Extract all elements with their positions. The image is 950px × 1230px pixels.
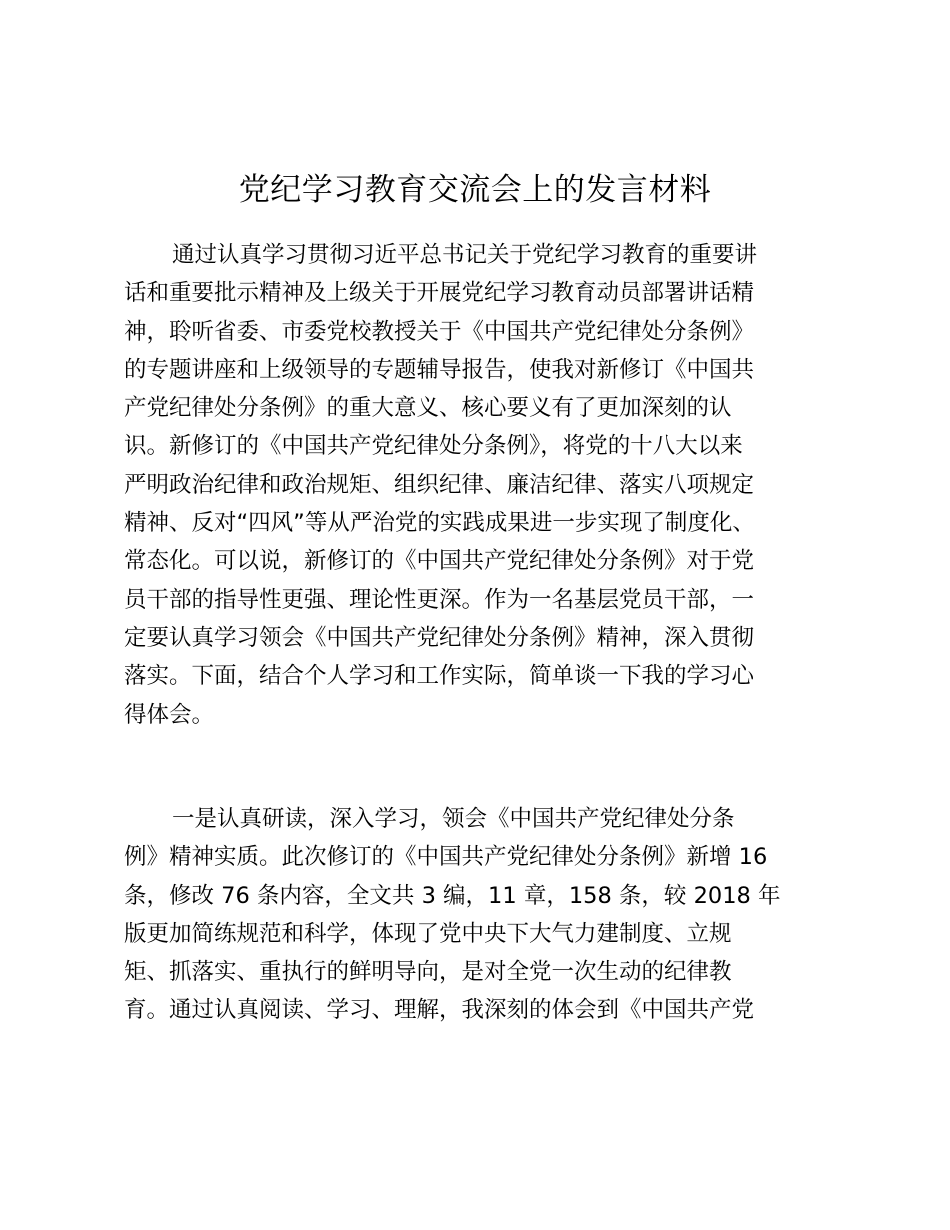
text-line: 精神、反对“四风”等从严治党的实践成果进一步实现了制度化、: [124, 510, 755, 537]
text-line: 条，修改 76 条内容，全文共 3 编，11 章，158 条，较 2018 年: [124, 882, 781, 909]
text-line: 常态化。可以说，新修订的《中国共产党纪律处分条例》对于党: [124, 548, 755, 575]
text-line: 定要认真学习领会《中国共产党纪律处分条例》精神，深入贯彻: [124, 624, 755, 651]
paragraph-point-one: [124, 800, 844, 1030]
document-title: 党纪学习教育交流会上的发言材料: [238, 172, 712, 208]
text-line: 版更加简练规范和科学，体现了党中央下大气力建制度、立规: [124, 920, 732, 947]
text-line: 育。通过认真阅读、学习、理解，我深刻的体会到《中国共产党: [124, 997, 755, 1024]
text-line: 严明政治纪律和政治规矩、组织纪律、廉洁纪律、落实八项规定: [124, 471, 755, 498]
text-line: 神，聆听省委、市委党校教授关于《中国共产党纪律处分条例》: [124, 318, 755, 345]
text-line: 的专题讲座和上级领导的专题辅导报告，使我对新修订《中国共: [124, 356, 755, 383]
text-line: 落实。下面，结合个人学习和工作实际，简单谈一下我的学习心: [124, 663, 755, 690]
text-line: 一是认真研读，深入学习，领会《中国共产党纪律处分条: [172, 806, 735, 832]
text-line: 通过认真学习贯彻习近平总书记关于党纪学习教育的重要讲: [172, 242, 758, 268]
paragraph-intro: [124, 236, 844, 734]
text-line: 矩、抓落实、重执行的鲜明导向，是对全党一次生动的纪律教: [124, 959, 732, 986]
text-line: 例》精神实质。此次修订的《中国共产党纪律处分条例》新增 16: [124, 844, 768, 871]
text-line: 识。新修订的《中国共产党纪律处分条例》，将党的十八大以来: [124, 433, 743, 460]
text-line: 产党纪律处分条例》的重大意义、核心要义有了更加深刻的认: [124, 395, 732, 422]
text-line: 员干部的指导性更强、理论性更深。作为一名基层党员干部，一: [124, 586, 755, 613]
text-line: 得体会。: [124, 701, 215, 728]
text-line: 话和重要批示精神及上级关于开展党纪学习教育动员部署讲话精: [124, 280, 755, 307]
